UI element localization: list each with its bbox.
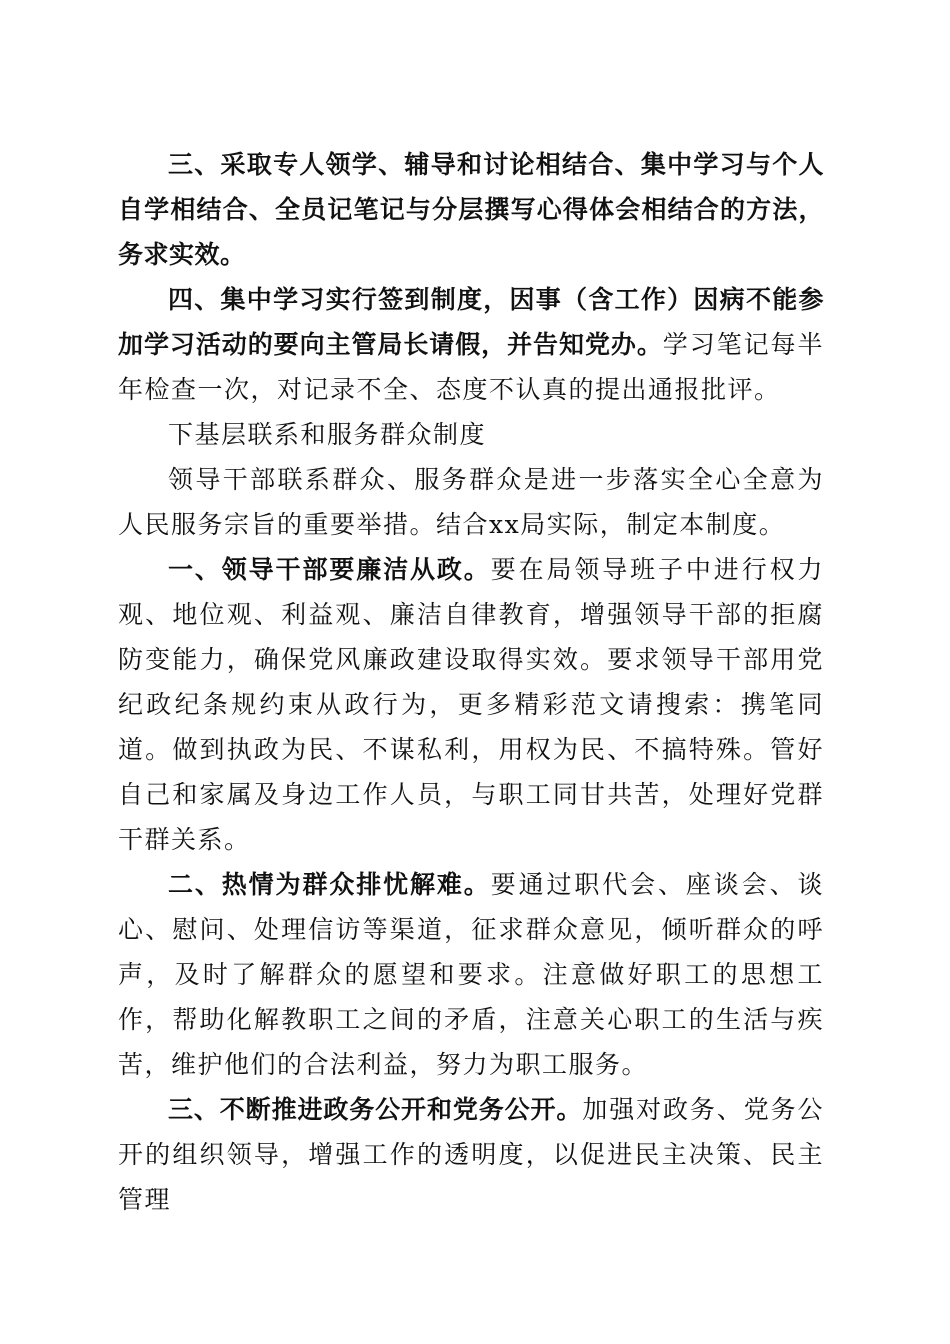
paragraph-body: 加强对政务、党务公开的组织领导，增强工作的透明度，以促进民主决策、民主管理 — [118, 1095, 824, 1214]
paragraph-body: 要在局领导班子中进行权力观、地位观、利益观、廉洁自律教育，增强领导干部的拒腐防变能力，确保党风廉政建设取得实效。要求领导干部用党纪政纪条规约束从政行为，更多精彩范文请搜索：携笔同道。做到执政为民、不谋私利，用权为民、不搞特殊。管好自己和家属及身边工作人员，与职工同甘共苦，处理好党群干群关系。 — [118, 555, 824, 854]
document-body — [118, 142, 824, 1222]
paragraph-lead: 三、不断推进政务公开和党务公开。 — [168, 1095, 583, 1124]
section-title: 下基层联系和服务群众制度 — [168, 420, 487, 449]
paragraph-body: 学习笔记每半年检查一次，对记录不全、态度不认真的提出通报批评。 — [118, 330, 824, 404]
paragraph-intro: 领导干部联系群众、服务群众是进一步落实全心全意为人民服务宗旨的重要举措。结合xx局实际，制定本制度。 — [118, 465, 824, 539]
paragraph-method: 三、采取专人领学、辅导和讨论相结合、集中学习与个人自学相结合、全员记笔记与分层撰写心得体会相结合的方法，务求实效。 — [118, 150, 824, 269]
paragraph-lead: 二、热情为群众排忧解难。 — [168, 870, 491, 899]
paragraph-integrity — [118, 547, 824, 862]
paragraph-sign-in-system — [118, 277, 824, 412]
paragraph-body: 要通过职代会、座谈会、谈心、慰问、处理信访等渠道，征求群众意见，倾听群众的呼声，及时了解群众的愿望和要求。注意做好职工的思想工作，帮助化解教职工之间的矛盾，注意关心职工的生活与疾苦，维护他们的合法利益，努力为职工服务。 — [118, 870, 824, 1079]
paragraph-openness — [118, 1087, 824, 1222]
paragraph-lead: 四、集中学习实行签到制度，因事（含工作）因病不能参加学习活动的要向主管局长请假，并告知党办。 — [118, 285, 824, 359]
paragraph-lead: 一、领导干部要廉洁从政。 — [168, 555, 491, 584]
paragraph-help-masses — [118, 862, 824, 1087]
